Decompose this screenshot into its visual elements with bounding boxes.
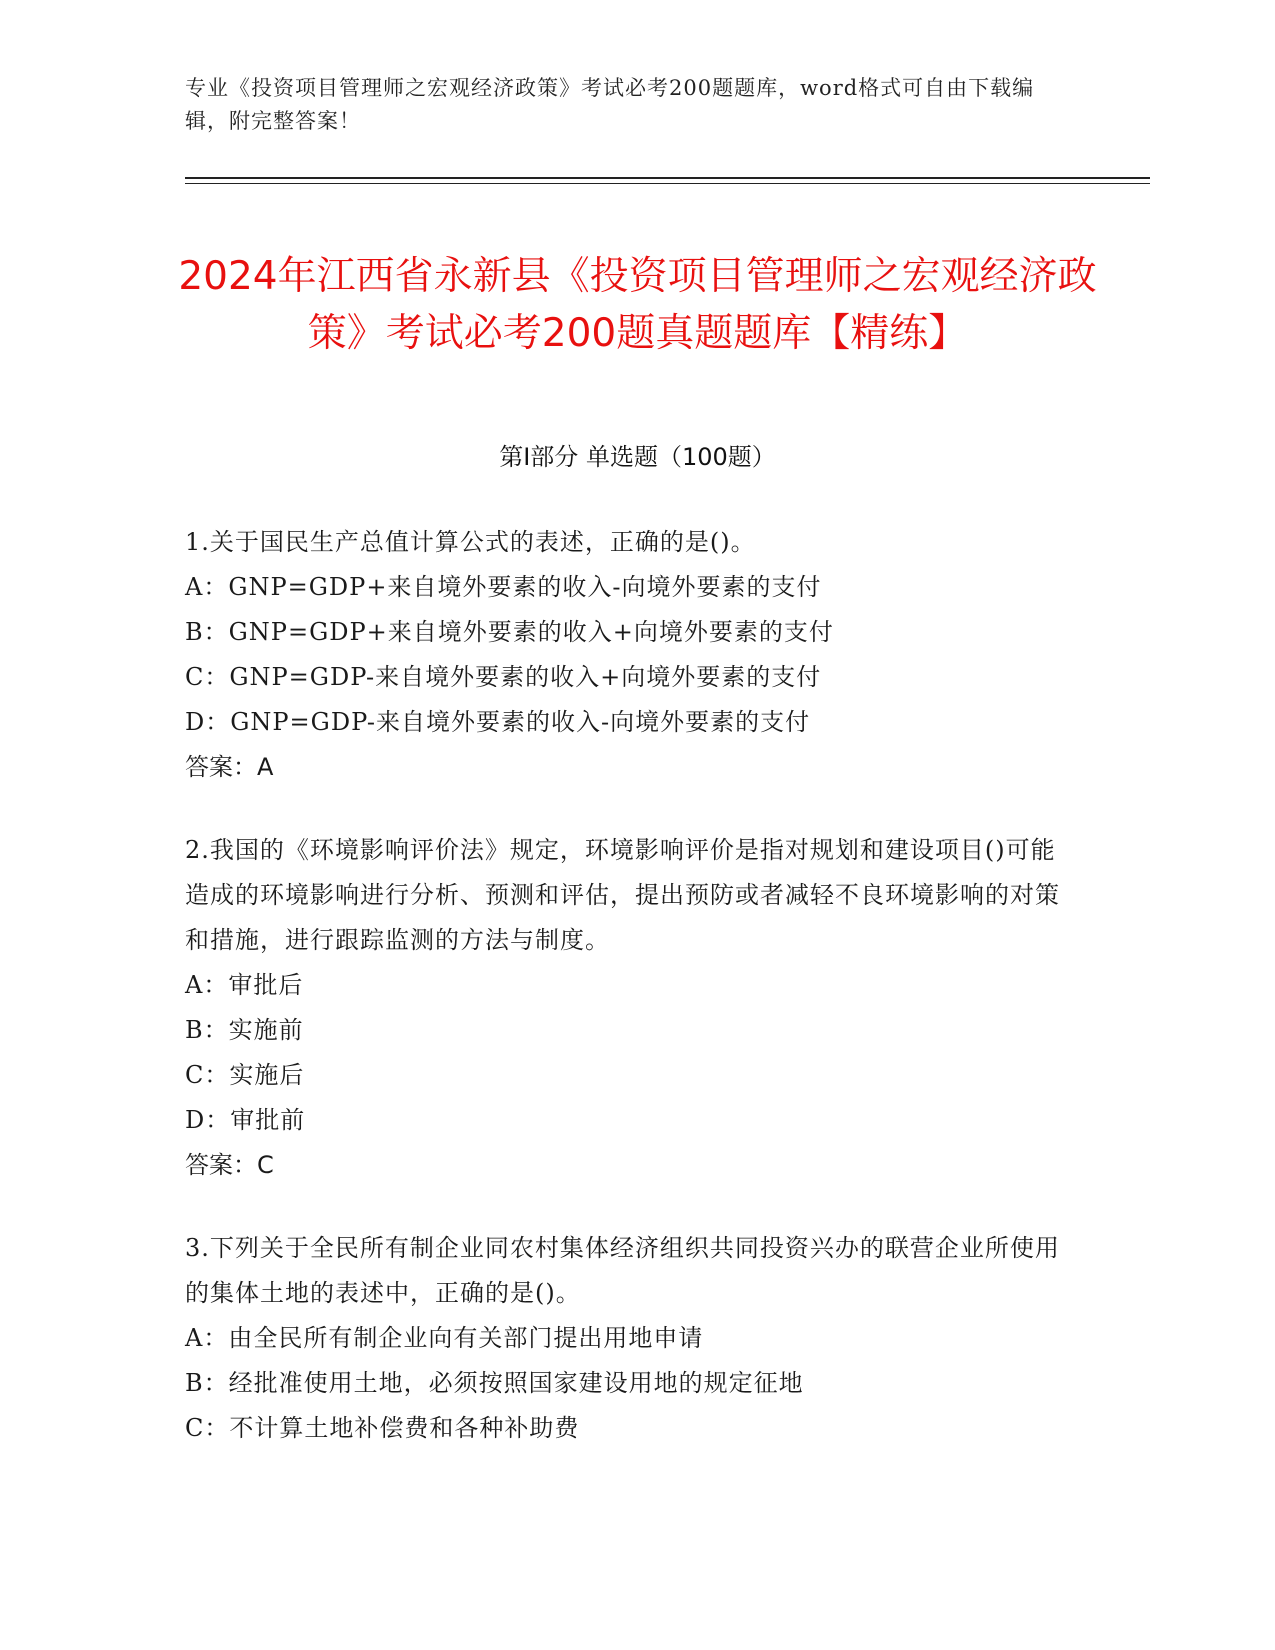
header-note: 专业《投资项目管理师之宏观经济政策》考试必考200题题库，word格式可自由下载编辑，附完整答案！ <box>185 76 1035 133</box>
option-c: C：GNP=GDP-来自境外要素的收入+向境外要素的支付 <box>185 663 822 691</box>
question-stem: 1.关于国民生产总值计算公式的表述，正确的是()。 <box>185 528 756 556</box>
question-stem: 3.下列关于全民所有制企业同农村集体经济组织共同投资兴办的联营企业所使用的集体土地的表述中，正确的是()。 <box>185 1234 1060 1307</box>
option-c: C：实施后 <box>185 1061 305 1089</box>
option-a: A：由全民所有制企业向有关部门提出用地申请 <box>185 1324 704 1352</box>
question-stem: 2.我国的《环境影响评价法》规定，环境影响评价是指对规划和建设项目()可能造成的环境影响进行分析、预测和评估，提出预防或者减轻不良环境影响的对策和措施，进行跟踪监测的方法与制度。 <box>185 836 1060 954</box>
question-3 <box>185 1226 1065 1451</box>
option-a: A：GNP=GDP+来自境外要素的收入-向境外要素的支付 <box>185 573 822 601</box>
answer: 答案：C <box>185 1151 274 1179</box>
option-d: D：GNP=GDP-来自境外要素的收入-向境外要素的支付 <box>185 708 811 736</box>
question-2 <box>185 828 1065 1188</box>
document-title: 2024年江西省永新县《投资项目管理师之宏观经济政策》考试必考200题真题题库【精练】 <box>178 254 1097 357</box>
option-b: B：实施前 <box>185 1016 304 1044</box>
header-rule-thick <box>185 177 1150 179</box>
section-heading: 第I部分 单选题（100题） <box>499 443 776 471</box>
option-b: B：GNP=GDP+来自境外要素的收入+向境外要素的支付 <box>185 618 834 646</box>
option-d: D：审批前 <box>185 1106 306 1134</box>
header-rule-thin <box>185 183 1150 184</box>
question-1 <box>185 520 1065 790</box>
answer: 答案：A <box>185 753 274 781</box>
option-b: B：经批准使用土地，必须按照国家建设用地的规定征地 <box>185 1369 804 1397</box>
option-c: C：不计算土地补偿费和各种补助费 <box>185 1414 580 1442</box>
question-list <box>185 520 1065 1489</box>
option-a: A：审批后 <box>185 971 304 999</box>
